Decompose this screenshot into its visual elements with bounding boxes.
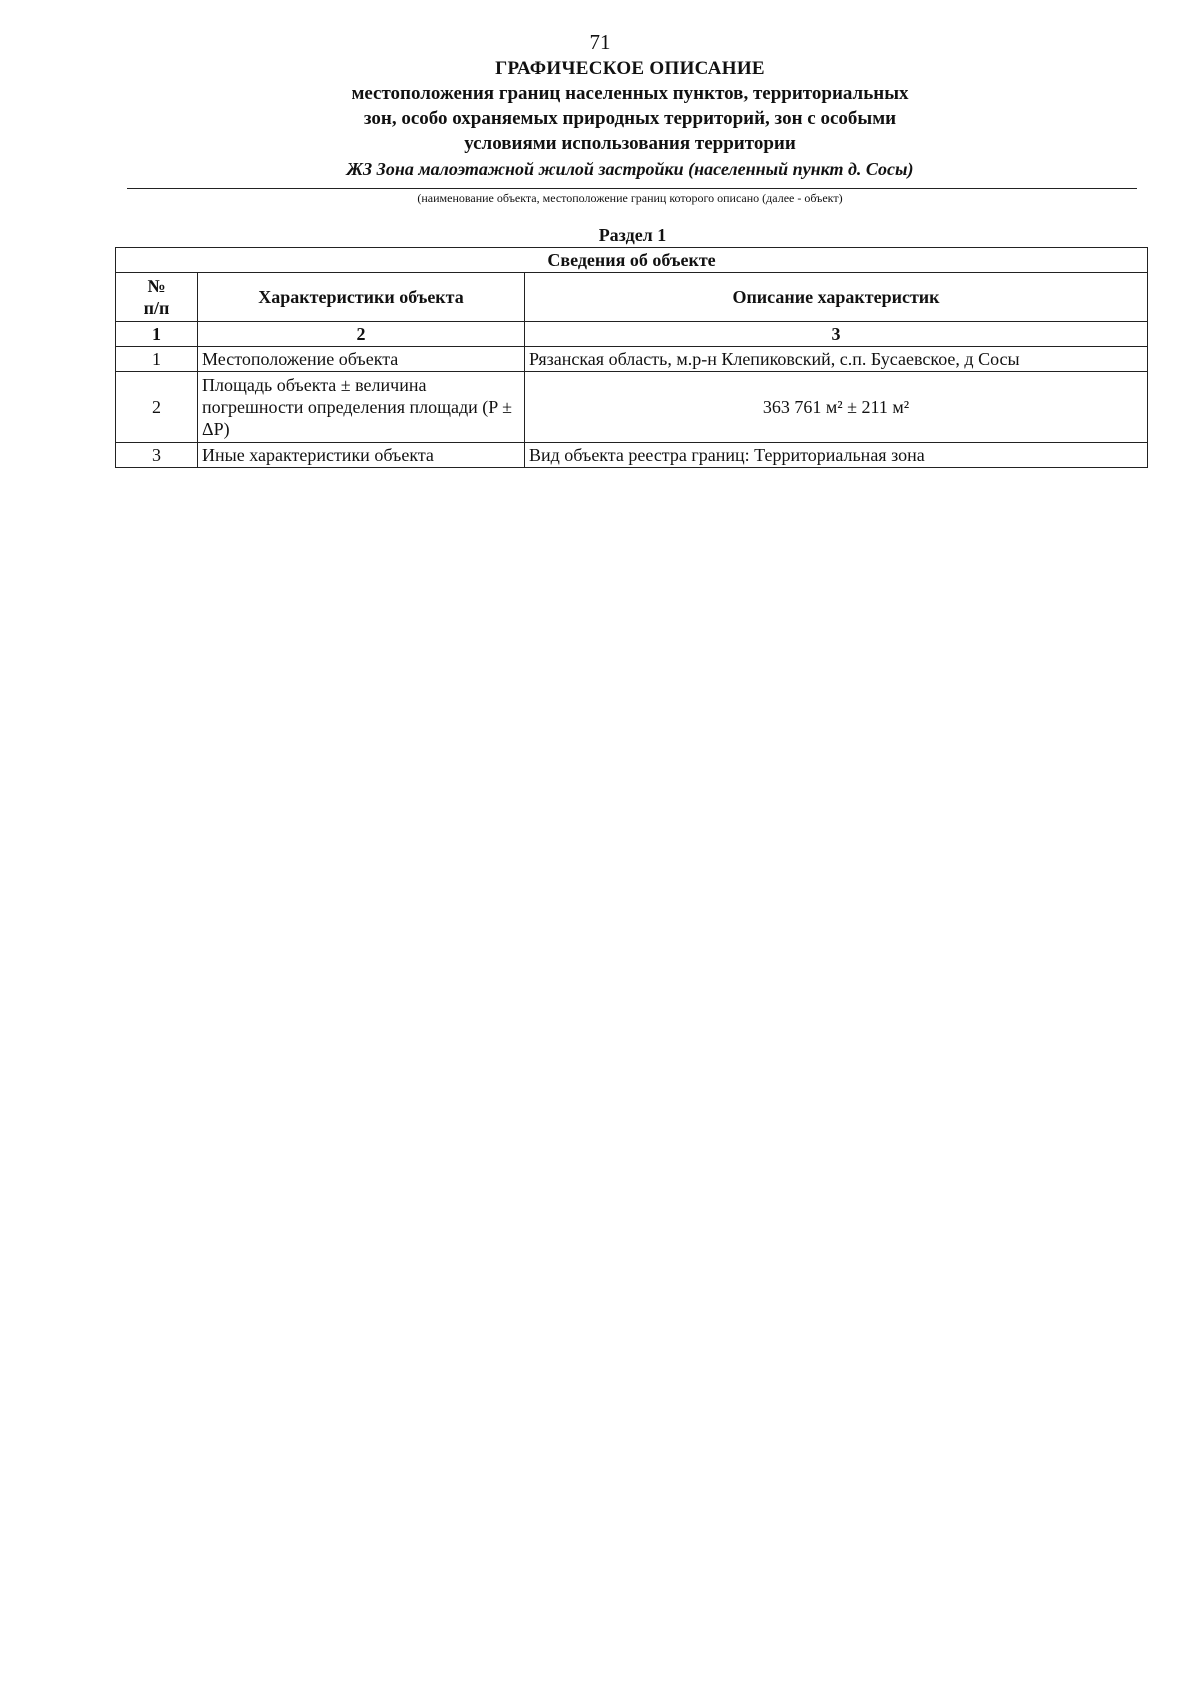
table-row: [116, 347, 1148, 372]
row-description: 363 761 м² ± 211 м²: [525, 372, 1148, 443]
row-number: 1: [116, 347, 198, 372]
object-info-table: [115, 247, 1148, 468]
column-header-number: № п/п: [116, 273, 198, 322]
document-subtitle-line-3: условиями использования территории: [464, 133, 796, 154]
table-caption-row: [116, 248, 1148, 273]
table-header-row: [116, 273, 1148, 322]
column-header-description: Описание характеристик: [525, 273, 1148, 322]
document-subtitle-line-2: зон, особо охраняемых природных территорий, зон с особыми: [363, 108, 897, 129]
row-characteristic: Местоположение объекта: [198, 347, 525, 372]
row-number: 2: [116, 372, 198, 443]
column-number: 2: [198, 322, 525, 347]
row-description: Рязанская область, м.р-н Клепиковский, с.п. Бусаевское, д Сосы: [525, 347, 1148, 372]
object-caption: (наименование объекта, местоположение границ которого описано (далее - объект): [417, 191, 843, 205]
column-number: 3: [525, 322, 1148, 347]
document-subtitle-line-1: местоположения границ населенных пунктов, территориальных: [351, 83, 909, 104]
section-title: Раздел 1: [598, 225, 667, 245]
document-header: [130, 57, 1130, 181]
page-number: 71: [589, 30, 611, 54]
object-name: ЖЗ Зона малоэтажной жилой застройки (населенный пункт д. Сосы): [346, 159, 914, 179]
table-row: [116, 372, 1148, 443]
table-row: [116, 443, 1148, 468]
row-number: 3: [116, 443, 198, 468]
document-title: ГРАФИЧЕСКОЕ ОПИСАНИЕ: [495, 58, 765, 79]
object-name-underline: [127, 188, 1137, 189]
column-number-row: [116, 322, 1148, 347]
column-header-characteristic: Характеристики объекта: [198, 273, 525, 322]
column-number: 1: [116, 322, 198, 347]
table-caption: Сведения об объекте: [116, 248, 1148, 273]
row-characteristic: Площадь объекта ± величина погрешности определения площади (P ± ΔP): [198, 372, 525, 443]
row-characteristic: Иные характеристики объекта: [198, 443, 525, 468]
row-description: Вид объекта реестра границ: Территориальная зона: [525, 443, 1148, 468]
